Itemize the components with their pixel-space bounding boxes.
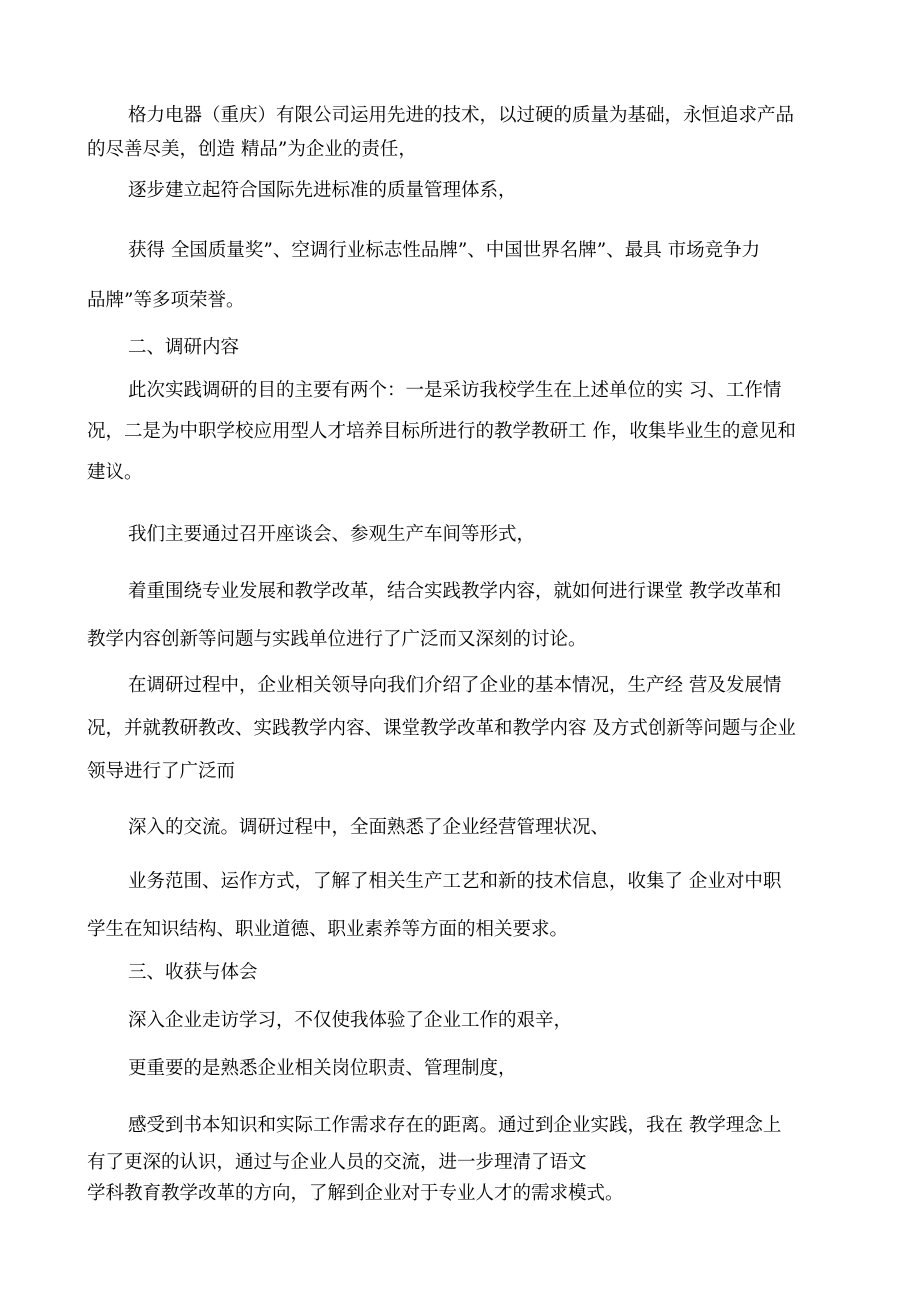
paragraph-methods <box>87 518 822 552</box>
text-line: 感受到书本知识和实际工作需求存在的距离。通过到企业实践，我在 教学理念上 <box>128 1115 782 1136</box>
paragraph-research-purpose <box>87 370 822 493</box>
text-line: 教学内容创新等问题与实践单位进行了广泛而又深刻的讨论。 <box>87 629 587 650</box>
paragraph-research-process <box>87 664 822 793</box>
text-line: 况，并就教研教改、实践教学内容、课堂教学改革和教学内容 及方式创新等问题与企业 <box>87 718 796 739</box>
text-line: 更重要的是熟悉企业相关岗位职责、管理制度， <box>128 1058 517 1079</box>
text-line: 深入的交流。调研过程中，全面熟悉了企业经营管理状况、 <box>128 817 610 838</box>
text-line: 的尽善尽美，创造 精品”为企业的责任， <box>87 139 417 160</box>
paragraph-visit-study <box>87 1004 822 1038</box>
text-line: 学生在知识结构、职业道德、职业素养等方面的相关要求。 <box>87 919 569 940</box>
paragraph-responsibilities <box>87 1052 822 1086</box>
text-line: 学科教育教学改革的方向，了解到企业对于专业人才的需求模式。 <box>87 1183 624 1204</box>
text-line: 在调研过程中，企业相关领导向我们介绍了企业的基本情况，生产经 营及发展情 <box>128 675 782 696</box>
paragraph-business-scope <box>87 858 822 954</box>
text-line: 获得 全国质量奖”、空调行业标志性品牌”、中国世界名牌”、最具 市场竞争力 <box>128 240 761 261</box>
section-heading: 三、收获与体会 <box>128 962 258 983</box>
section-heading: 二、调研内容 <box>128 337 240 358</box>
text-line: 此次实践调研的目的主要有两个：一是采访我校学生在上述单位的实 习、工作情 <box>128 380 782 401</box>
text-line: 着重围绕专业发展和教学改革，结合实践教学内容，就如何进行课堂 教学改革和 <box>128 581 782 602</box>
text-line: 格力电器（重庆）有限公司运用先进的技术，以过硬的质量为基础，永恒追求产品 <box>128 105 795 126</box>
paragraph-quality-system <box>87 174 822 208</box>
paragraph-company-intro <box>87 99 822 167</box>
text-line: 建议。 <box>87 462 143 483</box>
text-line: 业务范围、运作方式，了解了相关生产工艺和新的技术信息，收集了 企业对中职 <box>128 871 782 892</box>
text-line: 逐步建立起符合国际先进标准的质量管理体系， <box>128 180 517 201</box>
text-line: 领导进行了广泛而 <box>87 761 236 782</box>
text-line: 我们主要通过召开座谈会、参观生产车间等形式， <box>128 524 536 545</box>
text-line: 品牌”等多项荣誉。 <box>87 290 245 311</box>
section-heading-gains <box>87 956 822 990</box>
text-line: 深入企业走访学习，不仅使我体验了企业工作的艰辛， <box>128 1010 573 1031</box>
text-line: 况，二是为中职学校应用型人才培养目标所进行的教学教研工 作，收集毕业生的意见和 <box>87 421 796 442</box>
paragraph-deep-exchange <box>87 811 822 845</box>
paragraph-honors <box>87 226 822 326</box>
section-heading-research-content <box>87 331 822 365</box>
paragraph-conclusion <box>87 1106 822 1208</box>
text-line: 有了更深的认识，通过与企业人员的交流，进一步理清了语文 <box>87 1152 587 1173</box>
paragraph-teaching-reform <box>87 568 822 664</box>
